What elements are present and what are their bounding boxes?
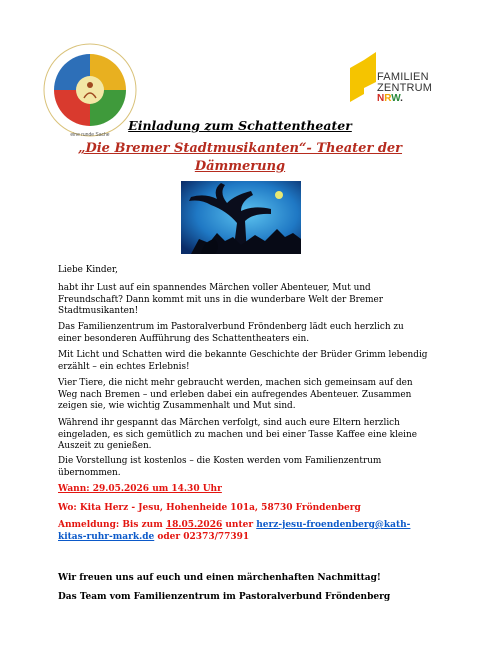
paragraph-4: Vier Tiere, die nicht mehr gebraucht werden, machen sich gemeinsam auf den Weg nach Bremen – und erleben dabei ein aufregendes Abenteuer. Zusammen zeigen sie, wie wichtig Zusammenhalt und Mut sind. <box>58 378 413 412</box>
logo-line-zentrum: ZENTRUM <box>377 82 433 94</box>
paragraph-2: Das Familienzentrum im Pastoralverbund Fröndenberg lädt euch herzlich zu einer besonderen Aufführung des Schattentheaters ein. <box>58 322 404 344</box>
registration-date: 18.05.2026 <box>165 520 223 530</box>
logo-bottom-text: eine runde Sache <box>70 132 110 138</box>
registration-email-link[interactable]: herz-jesu-froendenberg@kath-kitas-ruhr-mark.de <box>58 520 411 542</box>
logo-line-familien: FAMILIEN <box>377 71 429 83</box>
signature: Das Team vom Familienzentrum im Pastoralverbund Fröndenberg <box>58 592 391 602</box>
registration-prefix: Anmeldung: Bis zum <box>58 520 166 530</box>
paragraph-6: Die Vorstellung ist kostenlos – die Kosten werden vom Familienzentrum übernommen. <box>58 456 382 478</box>
shadow-theater-image <box>181 181 301 254</box>
closing-line: Wir freuen uns auf euch und einen märchenhaften Nachmittag! <box>58 573 381 583</box>
paragraph-1: habt ihr Lust auf ein spannendes Märchen voller Abenteuer, Mut und Freundschaft? Dann kommt mit uns in die wunderbare Welt der Bremer Stadtmusikanten! <box>58 283 384 317</box>
registration-info <box>58 520 428 543</box>
event-date: Wann: 29.05.2026 um 14.30 Uhr <box>58 484 222 494</box>
event-location: Wo: Kita Herz - Jesu, Hohenheide 101a, 58730 Fröndenberg <box>58 503 361 513</box>
familienzentrum-nrw-logo <box>350 52 440 104</box>
greeting: Liebe Kinder, <box>58 265 118 275</box>
registration-middle: unter <box>222 520 257 530</box>
page-title: Einladung zum Schattentheater <box>128 118 352 133</box>
paragraph-5: Während ihr gespannt das Märchen verfolgt, sind auch eure Eltern herzlich eingeladen, es sich gemütlich zu machen und bei einer Tasse Kaffee eine kleine Auszeit zu genießen. <box>58 418 417 452</box>
play-title-line1: „Die Bremer Stadtmusikanten“- Theater der <box>77 141 403 156</box>
play-title-line2: Dämmerung <box>194 159 286 174</box>
registration-phone: oder 02373/77391 <box>154 531 250 542</box>
logo-emblem-icon <box>350 52 376 102</box>
play-title <box>60 140 420 176</box>
logo-nrw: NRW. <box>377 93 403 104</box>
paragraph-3: Mit Licht und Schatten wird die bekannte Geschichte der Brüder Grimm lebendig erzählt – ein echtes Erlebnis! <box>58 350 428 372</box>
